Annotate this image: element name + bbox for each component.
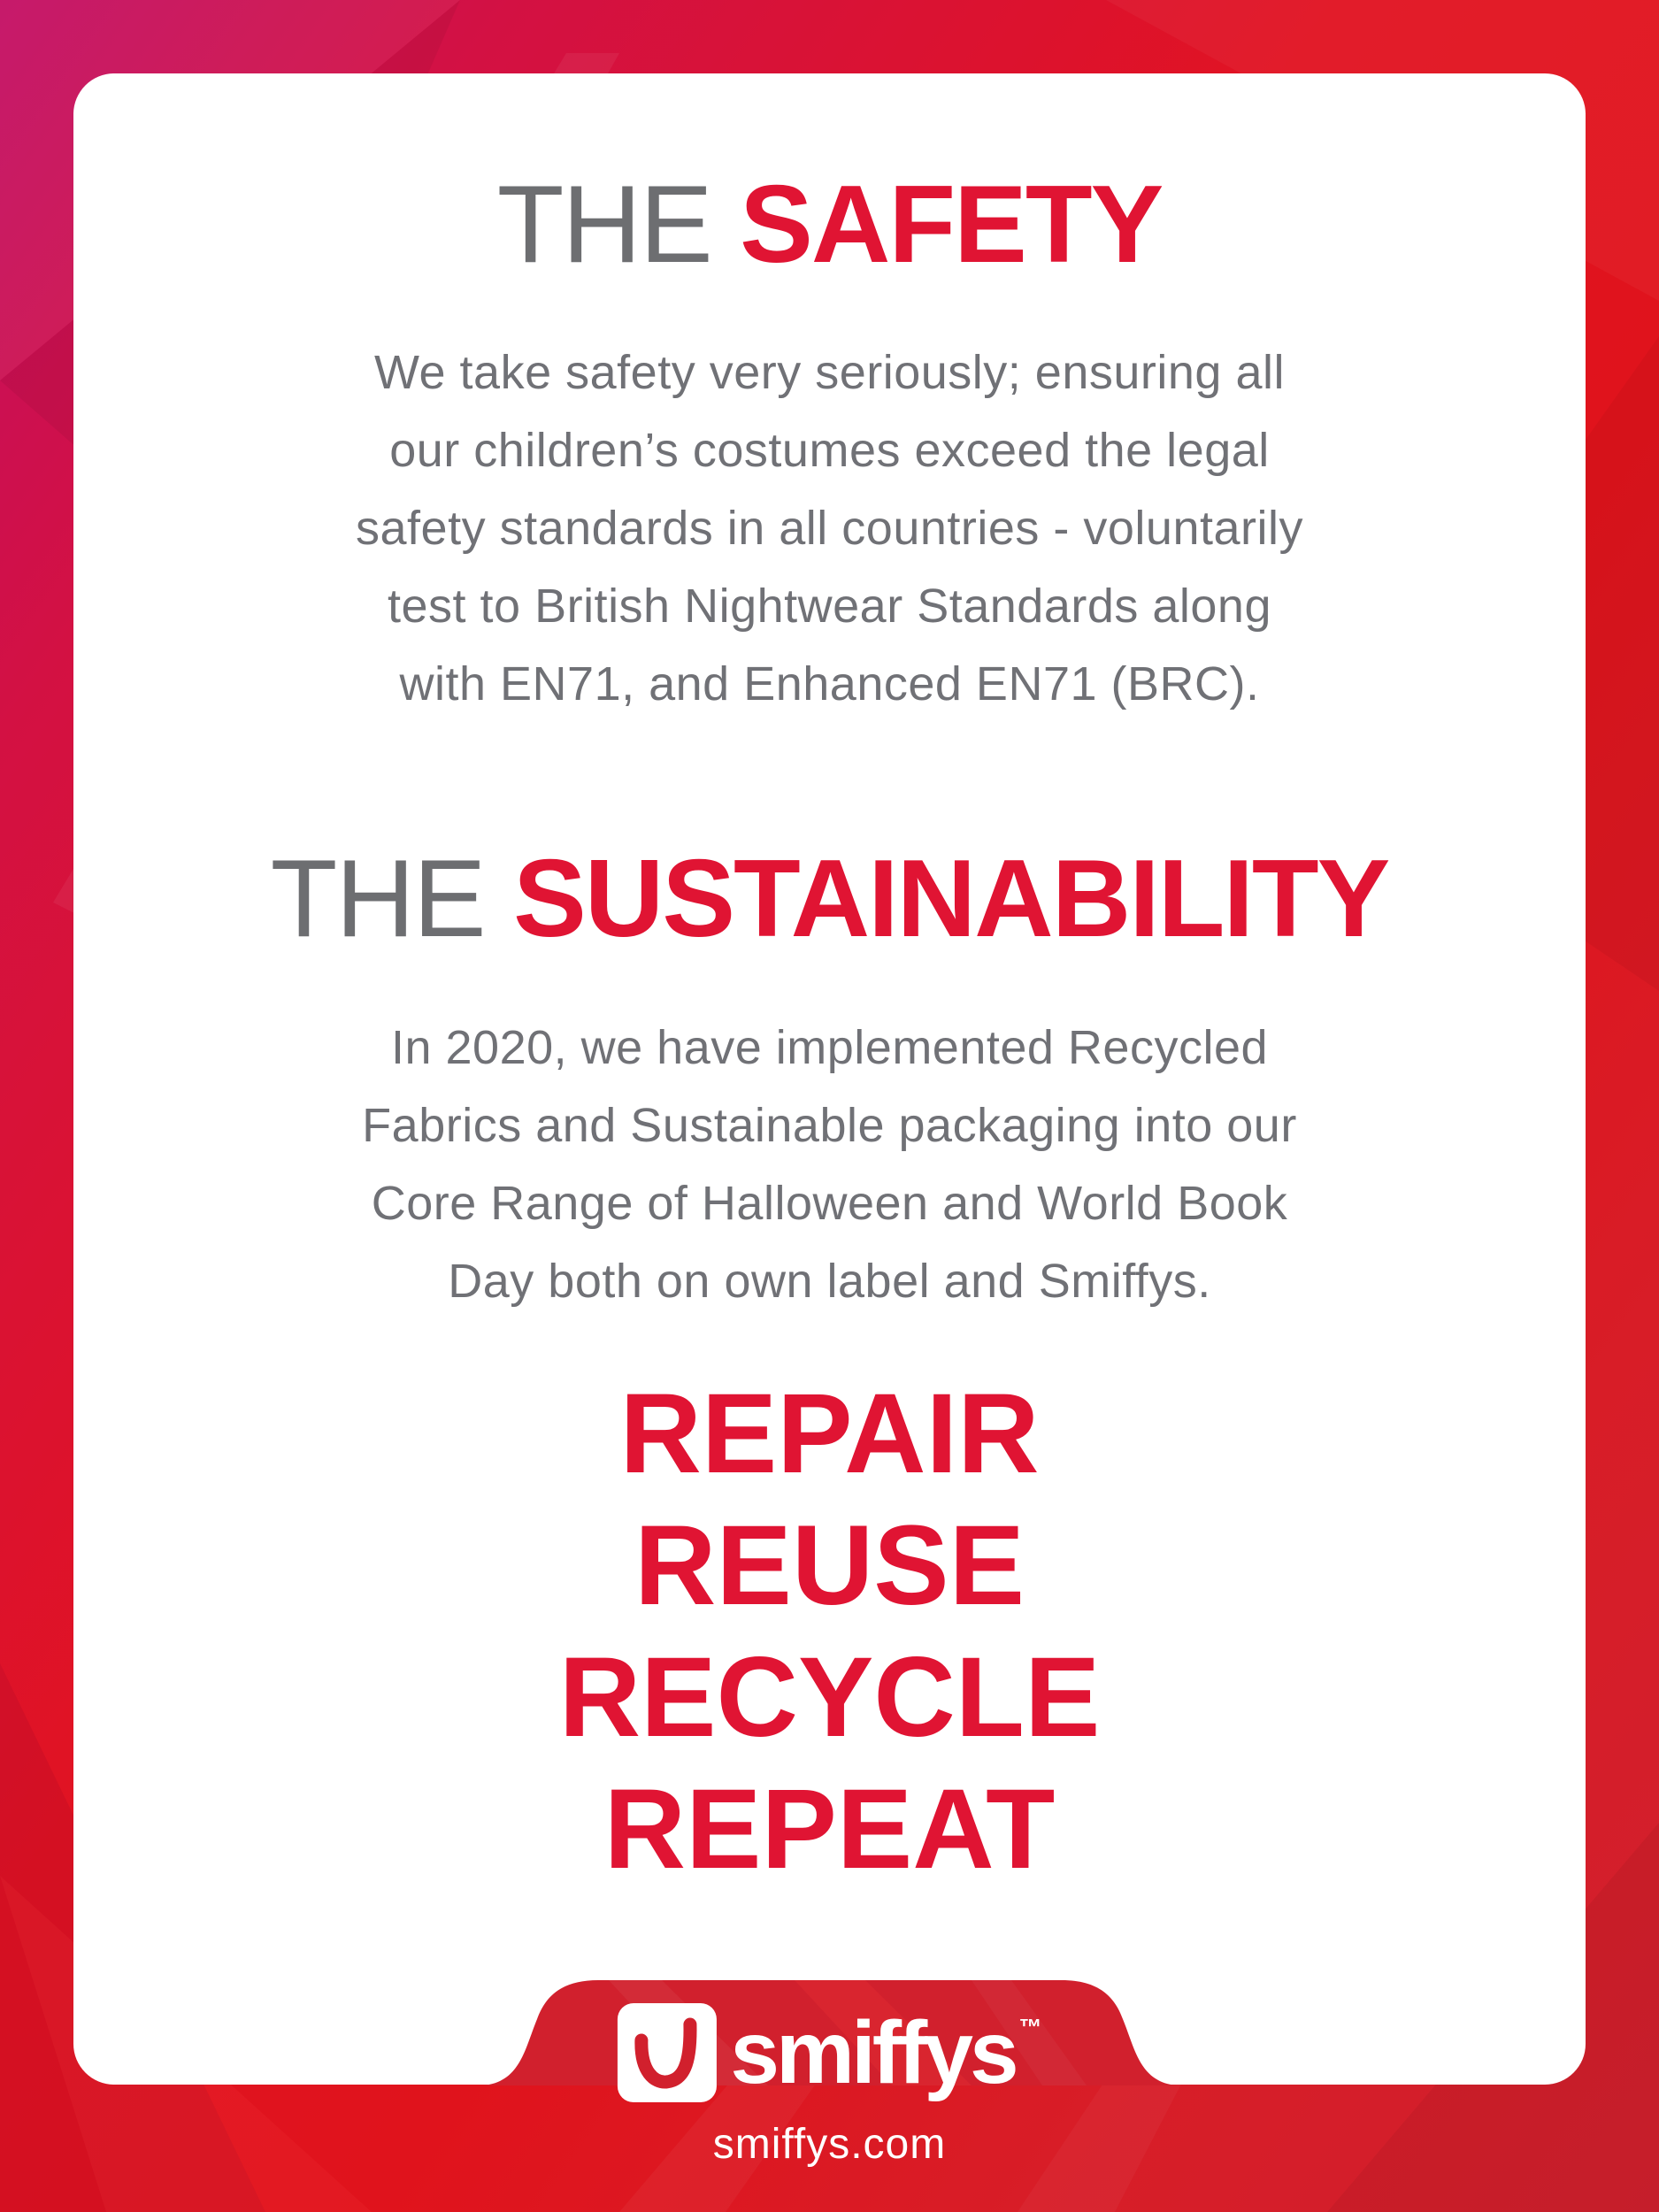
mantra-line: RECYCLE (558, 1633, 1101, 1761)
sustainability-body-line: Core Range of Halloween and World Book (371, 1176, 1288, 1230)
sustainability-body-line: In 2020, we have implemented Recycled (390, 1020, 1269, 1074)
safety-body-line: We take safety very seriously; ensuring all (374, 346, 1285, 400)
safety-body-paragraph (73, 334, 1586, 723)
smiffys-logo (617, 2003, 1041, 2124)
safety-body-line: test to British Nightwear Standards along (387, 580, 1271, 634)
mantra-line: REPEAT (603, 1765, 1056, 1893)
safety-title-main: SAFETY (740, 164, 1163, 286)
mantra-line: REPAIR (619, 1370, 1040, 1497)
safety-title-prefix: THE (496, 164, 711, 286)
safety-body-line: safety standards in all countries - voluntarily (356, 502, 1303, 556)
brand-wordmark (730, 2003, 1041, 2124)
content-card (73, 73, 1586, 2085)
sustainability-title-main: SUSTAINABILITY (513, 838, 1389, 961)
mantra-list (73, 1368, 1586, 1895)
safety-title (73, 160, 1586, 289)
logo-box (617, 2003, 716, 2102)
website-url: smiffys.com (712, 2121, 947, 2168)
safety-body-line: our children’s costumes exceed the legal (389, 424, 1270, 478)
sustainability-body-line: Day both on own label and Smiffys. (448, 1254, 1211, 1308)
sustainability-title (73, 834, 1586, 964)
safety-body-line: with EN71, and Enhanced EN71 (BRC). (399, 657, 1260, 711)
brand-wordmark-text: smiffys (730, 2003, 1016, 2102)
sustainability-title-prefix: THE (270, 838, 485, 961)
mantra-line: REUSE (634, 1502, 1025, 1629)
smile-icon (617, 2003, 716, 2102)
trademark-symbol: ™ (1018, 2014, 1042, 2040)
sustainability-body-line: Fabrics and Sustainable packaging into our (362, 1098, 1297, 1152)
sustainability-body-paragraph (73, 1009, 1586, 1320)
